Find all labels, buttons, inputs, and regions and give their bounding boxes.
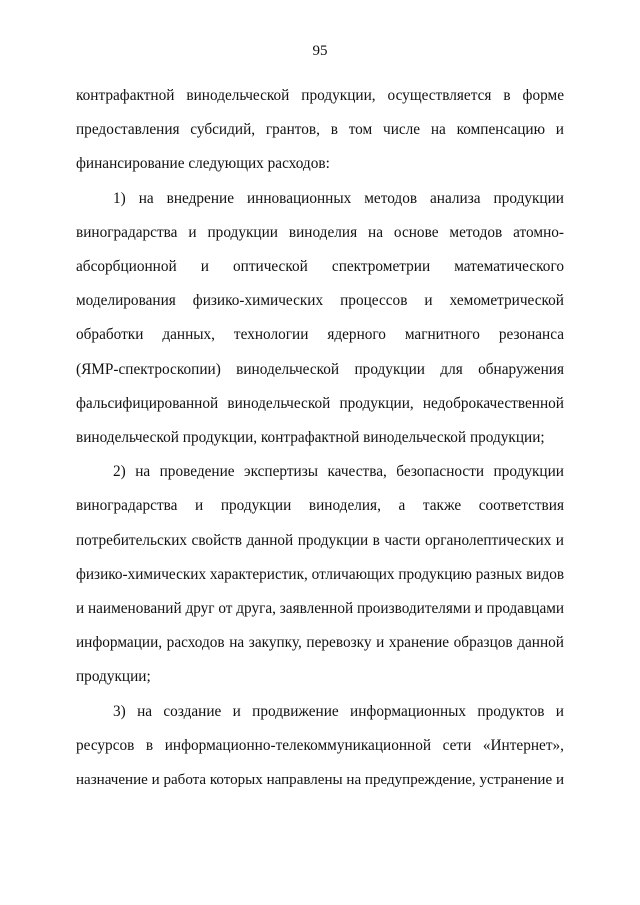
text-line: фальсифицированной винодельческой продукции, недоброкачественной bbox=[76, 394, 564, 412]
text-line: 2) на проведение экспертизы качества, безопасности продукции bbox=[113, 463, 564, 481]
text-line: потребительских свойств данной продукции в части органолептических и bbox=[76, 531, 564, 549]
text-line: информации, расходов на закупку, перевозку и хранение образцов данной bbox=[76, 634, 564, 652]
text-line: моделирования физико-химических процессов и хемометрической bbox=[76, 292, 564, 310]
text-line: виноградарства и продукции виноделия на основе методов атомно- bbox=[76, 223, 564, 241]
text-line: и наименований друг от друга, заявленной производителями и продавцами bbox=[76, 600, 565, 618]
text-line: виноградарства и продукции виноделия, а также соответствия bbox=[76, 497, 564, 515]
text-line: физико-химических характеристик, отличающих продукцию разных видов bbox=[76, 565, 565, 583]
text-line: назначение и работа которых направлены на предупреждение, устранение и bbox=[76, 772, 564, 789]
paragraph-item-2 bbox=[76, 455, 564, 694]
text-line: абсорбционной и оптической спектрометрии математического bbox=[76, 258, 564, 276]
paragraph-intro bbox=[76, 79, 564, 182]
text-line: предоставления субсидий, грантов, в том числе на компенсацию и bbox=[76, 121, 564, 139]
text-line: ресурсов в информационно-телекоммуникационной сети «Интернет», bbox=[76, 736, 564, 754]
paragraph-item-1 bbox=[76, 182, 564, 456]
text-line: 3) на создание и продвижение информационных продуктов и bbox=[113, 702, 564, 720]
page-number: 95 bbox=[312, 43, 328, 59]
text-line: (ЯМР-спектроскопии) винодельческой продукции для обнаружения bbox=[76, 360, 564, 378]
text-line: винодельческой продукции, контрафактной винодельческой продукции; bbox=[76, 429, 545, 447]
text-line: контрафактной винодельческой продукции, осуществляется в форме bbox=[76, 87, 564, 104]
document-body bbox=[76, 79, 564, 797]
text-line: обработки данных, технологии ядерного магнитного резонанса bbox=[76, 326, 564, 344]
text-line: продукции; bbox=[76, 668, 151, 686]
paragraph-item-3 bbox=[76, 695, 564, 798]
text-line: финансирование следующих расходов: bbox=[76, 155, 330, 173]
text-line: 1) на внедрение инновационных методов анализа продукции bbox=[113, 189, 564, 207]
